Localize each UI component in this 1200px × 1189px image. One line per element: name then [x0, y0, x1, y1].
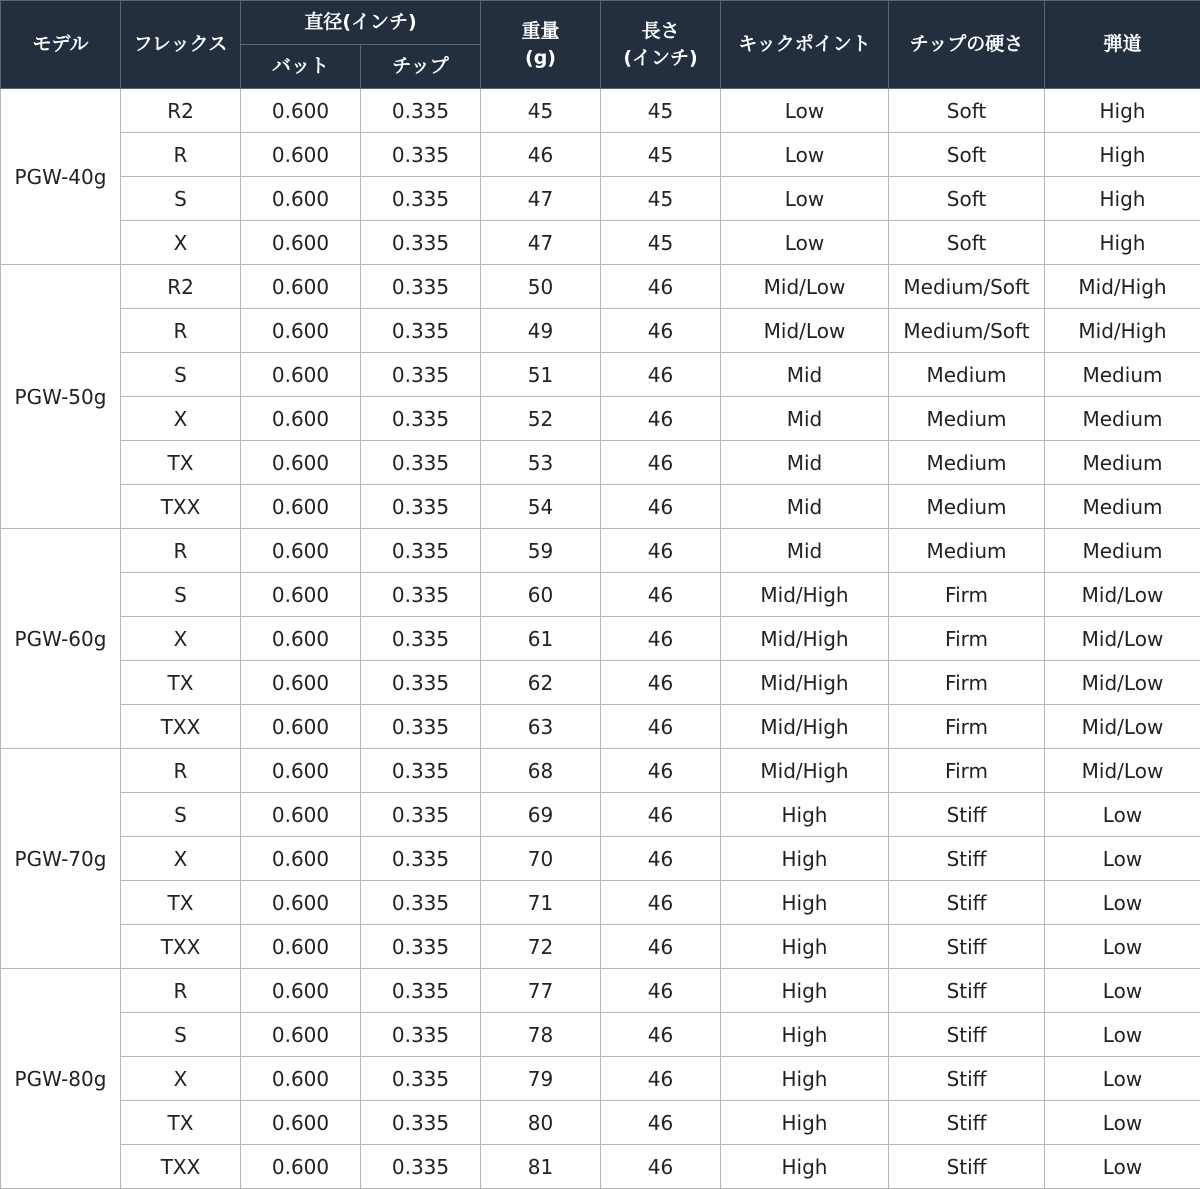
- header-weight-line2: (g): [525, 46, 556, 69]
- cell-tip-diameter: 0.335: [361, 221, 481, 265]
- cell-butt-diameter: 0.600: [241, 881, 361, 925]
- cell-tip-stiffness: Stiff: [889, 925, 1045, 969]
- cell-length: 46: [601, 617, 721, 661]
- header-butt: バット: [241, 45, 361, 89]
- table-row: [1, 705, 1200, 749]
- cell-weight: 59: [481, 529, 601, 573]
- cell-tip-diameter: 0.335: [361, 969, 481, 1013]
- cell-flex: R: [121, 529, 241, 573]
- cell-butt-diameter: 0.600: [241, 1057, 361, 1101]
- header-length-line2: (インチ): [623, 46, 698, 69]
- table-row: [1, 881, 1200, 925]
- table-row: [1, 925, 1200, 969]
- table-row: [1, 133, 1200, 177]
- cell-kick-point: Mid/Low: [721, 309, 889, 353]
- cell-kick-point: Mid: [721, 353, 889, 397]
- cell-tip-stiffness: Stiff: [889, 881, 1045, 925]
- cell-weight: 46: [481, 133, 601, 177]
- cell-tip-stiffness: Soft: [889, 221, 1045, 265]
- cell-tip-diameter: 0.335: [361, 749, 481, 793]
- cell-model: PGW-40g: [1, 89, 121, 265]
- cell-flex: TX: [121, 441, 241, 485]
- cell-tip-diameter: 0.335: [361, 837, 481, 881]
- cell-trajectory: High: [1045, 89, 1200, 133]
- cell-butt-diameter: 0.600: [241, 309, 361, 353]
- cell-flex: S: [121, 1013, 241, 1057]
- cell-kick-point: Low: [721, 133, 889, 177]
- cell-weight: 52: [481, 397, 601, 441]
- cell-length: 46: [601, 529, 721, 573]
- cell-tip-diameter: 0.335: [361, 529, 481, 573]
- cell-tip-stiffness: Stiff: [889, 969, 1045, 1013]
- cell-tip-diameter: 0.335: [361, 925, 481, 969]
- cell-flex: S: [121, 573, 241, 617]
- cell-flex: X: [121, 221, 241, 265]
- cell-tip-stiffness: Firm: [889, 617, 1045, 661]
- cell-tip-diameter: 0.335: [361, 353, 481, 397]
- table-row: [1, 1013, 1200, 1057]
- cell-kick-point: High: [721, 837, 889, 881]
- cell-tip-stiffness: Firm: [889, 749, 1045, 793]
- cell-weight: 51: [481, 353, 601, 397]
- cell-tip-stiffness: Medium/Soft: [889, 309, 1045, 353]
- cell-weight: 50: [481, 265, 601, 309]
- cell-tip-diameter: 0.335: [361, 441, 481, 485]
- cell-length: 46: [601, 837, 721, 881]
- cell-butt-diameter: 0.600: [241, 617, 361, 661]
- cell-length: 46: [601, 309, 721, 353]
- cell-flex: R2: [121, 89, 241, 133]
- cell-weight: 53: [481, 441, 601, 485]
- cell-weight: 80: [481, 1101, 601, 1145]
- cell-trajectory: Mid/Low: [1045, 749, 1200, 793]
- table-row: [1, 177, 1200, 221]
- cell-kick-point: Mid: [721, 441, 889, 485]
- cell-butt-diameter: 0.600: [241, 661, 361, 705]
- table-row: [1, 793, 1200, 837]
- cell-weight: 72: [481, 925, 601, 969]
- cell-weight: 45: [481, 89, 601, 133]
- cell-weight: 49: [481, 309, 601, 353]
- cell-kick-point: Mid/High: [721, 749, 889, 793]
- cell-length: 46: [601, 749, 721, 793]
- header-tip: チップ: [361, 45, 481, 89]
- header-trajectory: 弾道: [1045, 1, 1200, 89]
- cell-tip-stiffness: Soft: [889, 177, 1045, 221]
- cell-trajectory: High: [1045, 177, 1200, 221]
- cell-flex: TXX: [121, 925, 241, 969]
- cell-butt-diameter: 0.600: [241, 837, 361, 881]
- cell-kick-point: High: [721, 1057, 889, 1101]
- cell-weight: 47: [481, 221, 601, 265]
- cell-tip-stiffness: Stiff: [889, 1145, 1045, 1189]
- cell-weight: 79: [481, 1057, 601, 1101]
- cell-trajectory: Mid/Low: [1045, 705, 1200, 749]
- cell-length: 46: [601, 1013, 721, 1057]
- cell-trajectory: Low: [1045, 881, 1200, 925]
- cell-butt-diameter: 0.600: [241, 793, 361, 837]
- cell-kick-point: Low: [721, 177, 889, 221]
- cell-length: 46: [601, 573, 721, 617]
- cell-model: PGW-60g: [1, 529, 121, 749]
- cell-tip-stiffness: Firm: [889, 573, 1045, 617]
- cell-length: 46: [601, 925, 721, 969]
- cell-butt-diameter: 0.600: [241, 485, 361, 529]
- header-tip-stiffness: チップの硬さ: [889, 1, 1045, 89]
- cell-tip-diameter: 0.335: [361, 573, 481, 617]
- cell-trajectory: High: [1045, 133, 1200, 177]
- cell-tip-diameter: 0.335: [361, 1057, 481, 1101]
- cell-butt-diameter: 0.600: [241, 133, 361, 177]
- cell-weight: 62: [481, 661, 601, 705]
- cell-trajectory: Mid/High: [1045, 265, 1200, 309]
- cell-tip-stiffness: Medium/Soft: [889, 265, 1045, 309]
- header-kick-point: キックポイント: [721, 1, 889, 89]
- cell-butt-diameter: 0.600: [241, 529, 361, 573]
- table-row: [1, 969, 1200, 1013]
- cell-kick-point: High: [721, 925, 889, 969]
- cell-tip-diameter: 0.335: [361, 1101, 481, 1145]
- cell-weight: 77: [481, 969, 601, 1013]
- cell-kick-point: Low: [721, 89, 889, 133]
- cell-butt-diameter: 0.600: [241, 925, 361, 969]
- header-weight-line1: 重量: [521, 19, 560, 42]
- cell-tip-diameter: 0.335: [361, 397, 481, 441]
- cell-kick-point: Mid/High: [721, 661, 889, 705]
- table-row: [1, 265, 1200, 309]
- header-weight: [481, 1, 601, 89]
- cell-weight: 54: [481, 485, 601, 529]
- cell-tip-diameter: 0.335: [361, 661, 481, 705]
- cell-model: PGW-50g: [1, 265, 121, 529]
- cell-butt-diameter: 0.600: [241, 177, 361, 221]
- cell-tip-diameter: 0.335: [361, 133, 481, 177]
- cell-weight: 60: [481, 573, 601, 617]
- cell-trajectory: Medium: [1045, 485, 1200, 529]
- cell-tip-diameter: 0.335: [361, 177, 481, 221]
- cell-length: 46: [601, 485, 721, 529]
- cell-flex: R: [121, 309, 241, 353]
- cell-kick-point: Mid/High: [721, 617, 889, 661]
- cell-tip-stiffness: Firm: [889, 705, 1045, 749]
- cell-trajectory: Medium: [1045, 397, 1200, 441]
- cell-trajectory: Mid/Low: [1045, 573, 1200, 617]
- cell-length: 46: [601, 969, 721, 1013]
- table-row: [1, 221, 1200, 265]
- cell-weight: 69: [481, 793, 601, 837]
- cell-trajectory: Low: [1045, 925, 1200, 969]
- cell-length: 46: [601, 661, 721, 705]
- table-row: [1, 441, 1200, 485]
- cell-butt-diameter: 0.600: [241, 441, 361, 485]
- cell-flex: R: [121, 133, 241, 177]
- cell-butt-diameter: 0.600: [241, 89, 361, 133]
- cell-trajectory: Low: [1045, 1101, 1200, 1145]
- table-row: [1, 1057, 1200, 1101]
- table-row: [1, 309, 1200, 353]
- cell-model: PGW-70g: [1, 749, 121, 969]
- cell-weight: 63: [481, 705, 601, 749]
- cell-trajectory: Low: [1045, 969, 1200, 1013]
- cell-kick-point: Mid/High: [721, 573, 889, 617]
- cell-flex: TXX: [121, 705, 241, 749]
- cell-tip-diameter: 0.335: [361, 881, 481, 925]
- cell-tip-diameter: 0.335: [361, 309, 481, 353]
- table-row: [1, 485, 1200, 529]
- cell-kick-point: High: [721, 1145, 889, 1189]
- cell-kick-point: Low: [721, 221, 889, 265]
- cell-flex: S: [121, 793, 241, 837]
- cell-flex: S: [121, 177, 241, 221]
- table-row: [1, 617, 1200, 661]
- cell-tip-stiffness: Soft: [889, 133, 1045, 177]
- table-row: [1, 749, 1200, 793]
- header-flex: フレックス: [121, 1, 241, 89]
- cell-kick-point: Mid: [721, 485, 889, 529]
- cell-kick-point: High: [721, 1013, 889, 1057]
- cell-tip-diameter: 0.335: [361, 265, 481, 309]
- cell-tip-stiffness: Stiff: [889, 793, 1045, 837]
- cell-butt-diameter: 0.600: [241, 397, 361, 441]
- cell-butt-diameter: 0.600: [241, 265, 361, 309]
- table-row: [1, 397, 1200, 441]
- cell-kick-point: Mid: [721, 529, 889, 573]
- table-row: [1, 1101, 1200, 1145]
- cell-flex: TX: [121, 1101, 241, 1145]
- table-row: [1, 661, 1200, 705]
- cell-trajectory: Low: [1045, 837, 1200, 881]
- cell-butt-diameter: 0.600: [241, 749, 361, 793]
- cell-tip-stiffness: Medium: [889, 485, 1045, 529]
- cell-flex: TX: [121, 881, 241, 925]
- cell-kick-point: High: [721, 1101, 889, 1145]
- cell-length: 45: [601, 221, 721, 265]
- cell-tip-diameter: 0.335: [361, 485, 481, 529]
- cell-kick-point: Mid: [721, 397, 889, 441]
- cell-weight: 68: [481, 749, 601, 793]
- cell-weight: 61: [481, 617, 601, 661]
- cell-weight: 70: [481, 837, 601, 881]
- cell-trajectory: Mid/Low: [1045, 617, 1200, 661]
- cell-kick-point: High: [721, 969, 889, 1013]
- cell-flex: S: [121, 353, 241, 397]
- cell-trajectory: Low: [1045, 793, 1200, 837]
- cell-flex: TXX: [121, 1145, 241, 1189]
- cell-trajectory: Low: [1045, 1013, 1200, 1057]
- header-length: [601, 1, 721, 89]
- cell-length: 46: [601, 1145, 721, 1189]
- cell-trajectory: Low: [1045, 1057, 1200, 1101]
- cell-butt-diameter: 0.600: [241, 1013, 361, 1057]
- cell-butt-diameter: 0.600: [241, 705, 361, 749]
- header-length-line1: 長さ: [641, 19, 680, 42]
- cell-flex: TX: [121, 661, 241, 705]
- cell-flex: TXX: [121, 485, 241, 529]
- cell-length: 46: [601, 1057, 721, 1101]
- cell-trajectory: Low: [1045, 1145, 1200, 1189]
- cell-flex: X: [121, 1057, 241, 1101]
- cell-model: PGW-80g: [1, 969, 121, 1189]
- cell-tip-stiffness: Soft: [889, 89, 1045, 133]
- cell-tip-stiffness: Stiff: [889, 1057, 1045, 1101]
- table-row: [1, 837, 1200, 881]
- cell-trajectory: Medium: [1045, 441, 1200, 485]
- cell-tip-stiffness: Stiff: [889, 837, 1045, 881]
- cell-length: 46: [601, 793, 721, 837]
- cell-flex: R: [121, 749, 241, 793]
- cell-flex: X: [121, 617, 241, 661]
- cell-tip-stiffness: Medium: [889, 353, 1045, 397]
- table-row: [1, 573, 1200, 617]
- table-row: [1, 89, 1200, 133]
- cell-tip-stiffness: Medium: [889, 441, 1045, 485]
- cell-butt-diameter: 0.600: [241, 353, 361, 397]
- cell-butt-diameter: 0.600: [241, 1145, 361, 1189]
- table-body: [1, 89, 1200, 1189]
- cell-kick-point: High: [721, 793, 889, 837]
- cell-butt-diameter: 0.600: [241, 1101, 361, 1145]
- cell-tip-stiffness: Stiff: [889, 1013, 1045, 1057]
- cell-tip-diameter: 0.335: [361, 617, 481, 661]
- cell-length: 45: [601, 89, 721, 133]
- cell-length: 46: [601, 441, 721, 485]
- cell-length: 45: [601, 133, 721, 177]
- cell-weight: 81: [481, 1145, 601, 1189]
- cell-weight: 78: [481, 1013, 601, 1057]
- cell-flex: R: [121, 969, 241, 1013]
- header-model: モデル: [1, 1, 121, 89]
- table-row: [1, 353, 1200, 397]
- cell-flex: X: [121, 397, 241, 441]
- cell-trajectory: Medium: [1045, 529, 1200, 573]
- cell-length: 45: [601, 177, 721, 221]
- cell-kick-point: Mid/High: [721, 705, 889, 749]
- cell-length: 46: [601, 353, 721, 397]
- table-row: [1, 529, 1200, 573]
- cell-kick-point: Mid/Low: [721, 265, 889, 309]
- cell-tip-stiffness: Medium: [889, 397, 1045, 441]
- cell-length: 46: [601, 705, 721, 749]
- cell-trajectory: Mid/Low: [1045, 661, 1200, 705]
- cell-trajectory: Medium: [1045, 353, 1200, 397]
- cell-tip-diameter: 0.335: [361, 89, 481, 133]
- cell-tip-stiffness: Firm: [889, 661, 1045, 705]
- cell-length: 46: [601, 397, 721, 441]
- cell-tip-diameter: 0.335: [361, 1145, 481, 1189]
- cell-tip-diameter: 0.335: [361, 1013, 481, 1057]
- cell-weight: 71: [481, 881, 601, 925]
- cell-butt-diameter: 0.600: [241, 573, 361, 617]
- header-diameter: 直径(インチ): [241, 1, 481, 45]
- table-header: [1, 1, 1200, 89]
- cell-flex: R2: [121, 265, 241, 309]
- cell-tip-stiffness: Stiff: [889, 1101, 1045, 1145]
- table-row: [1, 1145, 1200, 1189]
- cell-butt-diameter: 0.600: [241, 969, 361, 1013]
- cell-tip-stiffness: Medium: [889, 529, 1045, 573]
- cell-flex: X: [121, 837, 241, 881]
- cell-kick-point: High: [721, 881, 889, 925]
- cell-trajectory: Mid/High: [1045, 309, 1200, 353]
- cell-trajectory: High: [1045, 221, 1200, 265]
- cell-tip-diameter: 0.335: [361, 705, 481, 749]
- cell-length: 46: [601, 881, 721, 925]
- cell-butt-diameter: 0.600: [241, 221, 361, 265]
- cell-weight: 47: [481, 177, 601, 221]
- cell-tip-diameter: 0.335: [361, 793, 481, 837]
- cell-length: 46: [601, 265, 721, 309]
- cell-length: 46: [601, 1101, 721, 1145]
